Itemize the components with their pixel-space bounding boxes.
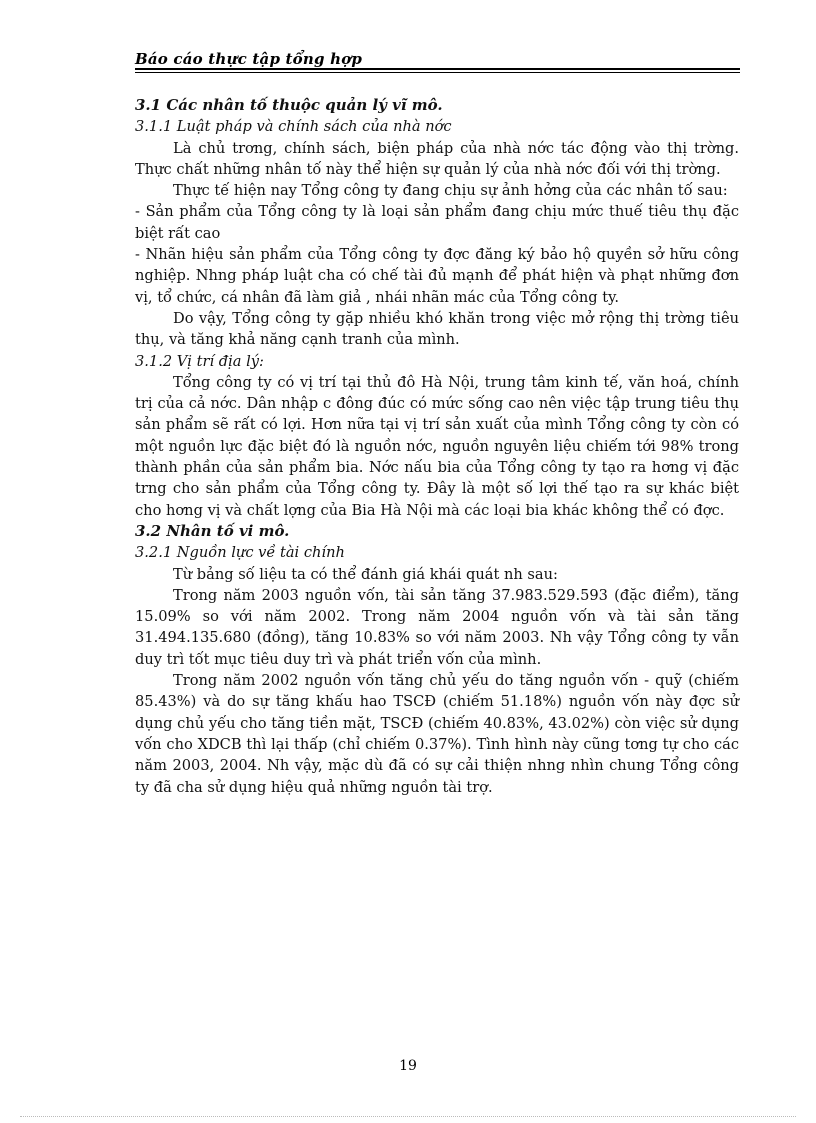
paragraph: Là chủ trơng, chính sách, biện pháp của nhà nớc tác động vào thị trờng. Thực chất những nhân tố này thể hiện sự quản lý của nhà nớc đối với thị trờng. bbox=[135, 139, 739, 178]
bullet-paragraph: - Nhãn hiệu sản phẩm của Tổng công ty đợc đăng ký bảo hộ quyền sở hữu công nghiệp. Nhng pháp luật cha có chế tài đủ mạnh để phát hiện và phạt những đơn vị, tổ chức, cá nhân đã làm giả , nhái nhãn mác của Tổng công ty. bbox=[135, 246, 739, 306]
page-bottom-border bbox=[20, 1116, 796, 1117]
header-rule-thick bbox=[135, 68, 740, 70]
paragraph: Tổng công ty có vị trí tại thủ đô Hà Nội, trung tâm kinh tế, văn hoá, chính trị của cả nớc. Dân nhập c đông đúc có mức sống cao nên việc tập trung tiêu thụ sản phẩm sẽ rất có lợi. Hơn nữa tại vị trí sản xuất của mình Tổng công ty còn có một nguồn lực đặc biệt đó là nguồn nớc, nguồn nguyên liệu chiếm tới 98% trong thành phần của sản phẩm bia. Nớc nấu bia của Tổng công ty tạo ra hơng vị đặc trng cho sản phẩm của Tổng công ty. Đây là một số lợi thế tạo ra sự khác biệt cho hơng vị và chất lợng của Bia Hà Nội mà các loại bia khác không thể có đợc. bbox=[135, 373, 739, 519]
section-heading-3-2: 3.2 Nhân tố vi mô. bbox=[135, 521, 290, 540]
bullet-paragraph: - Sản phẩm của Tổng công ty là loại sản phẩm đang chịu mức thuế tiêu thụ đặc biệt rất cao bbox=[135, 203, 739, 242]
subsection-heading-3-1-1: 3.1.1 Luật pháp và chính sách của nhà nớc bbox=[135, 118, 452, 136]
header-rule-thin bbox=[135, 72, 740, 73]
header-title: Báo cáo thực tập tổng hợp bbox=[135, 50, 363, 68]
paragraph: Trong năm 2002 nguồn vốn tăng chủ yếu do tăng nguồn vốn - quỹ (chiếm 85.43%) và do sự tăng khấu hao TSCĐ (chiếm 51.18%) nguồn vốn này đợc sử dụng chủ yếu cho tăng tiền mặt, TSCĐ (chiếm 40.83%, 43.02%) còn việc sử dụng vốn cho XDCB thì lại thấp (chỉ chiếm 0.37%). Tình hình này cũng tơng tự cho các năm 2003, 2004. Nh vậy, mặc dù đã có sự cải thiện nhng nhìn chung Tổng công ty đã cha sử dụng hiệu quả những nguồn tài trợ. bbox=[135, 672, 739, 796]
paragraph: Do vậy, Tổng công ty gặp nhiều khó khăn trong việc mở rộng thị trờng tiêu thụ, và tăng khả năng cạnh tranh của mình. bbox=[135, 309, 739, 349]
paragraph: Trong năm 2003 nguồn vốn, tài sản tăng 37.983.529.593 (đặc điểm), tăng 15.09% so với năm 2002. Trong năm 2004 nguồn vốn và tài sản tăng 31.494.135.680 (đồng), tăng 10.83% so với năm 2003. Nh vậy Tổng công ty vẫn duy trì tốt mục tiêu duy trì và phát triển vốn của mình. bbox=[135, 586, 739, 668]
paragraph: Thực tế hiện nay Tổng công ty đang chịu sự ảnh hởng của các nhân tố sau: bbox=[173, 182, 728, 200]
section-heading-3-1: 3.1 Các nhân tố thuộc quản lý vĩ mô. bbox=[135, 96, 443, 114]
paragraph: Từ bảng số liệu ta có thể đánh giá khái quát nh sau: bbox=[173, 565, 558, 583]
page-number: 19 bbox=[399, 1058, 417, 1074]
document-body bbox=[135, 95, 739, 798]
subsection-heading-3-2-1: 3.2.1 Nguồn lực về tài chính bbox=[135, 544, 345, 562]
subsection-heading-3-1-2: 3.1.2 Vị trí địa lý: bbox=[135, 352, 264, 370]
